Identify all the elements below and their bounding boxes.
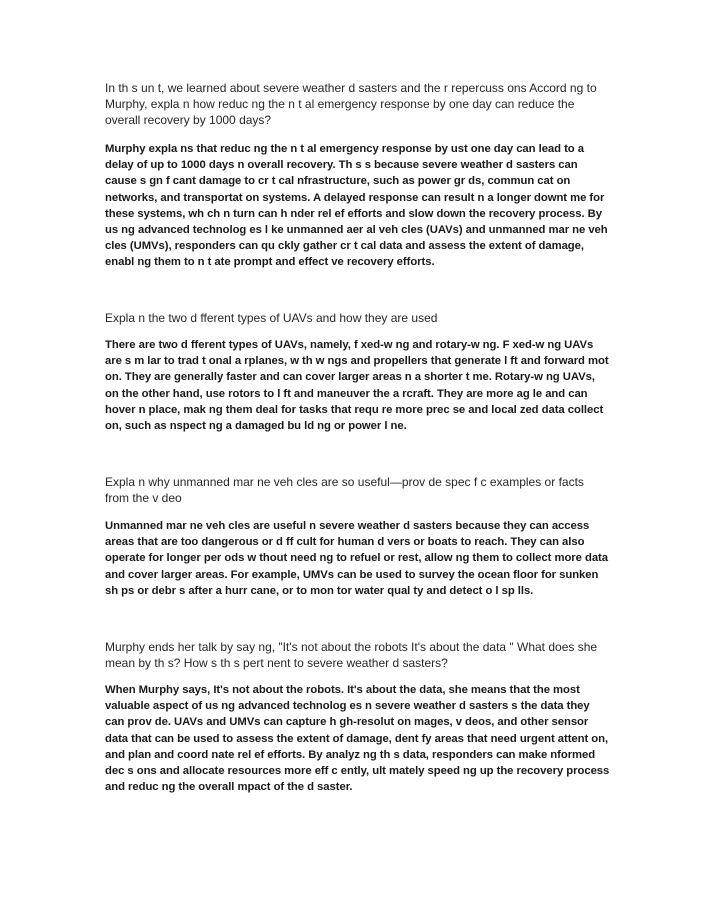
question-2: Expla n the two d fferent types of UAVs and how they are used: [105, 311, 438, 325]
answer-1: Murphy expla ns that reduc ng the n t al emergency response by ust one day can lead to a delay of up to 1000 days n overall recovery. Th s s because severe weather d sasters can cause s gn f cant damage to cr t cal nfrastructure, such as power gr ds, commun cat on networks, and transportat on systems. A delayed response can result n a longer downt me for these systems, wh ch n turn can h nder rel ef efforts and slow down the recovery process. By us ng advanced technolog es l ke unmanned aer al veh cles (UAVs) and unmanned mar ne veh cles (UMVs), responders can qu ckly gather cr t cal data and assess the extent of damage, enabl ng them to n t ate prompt and effect ve recovery efforts.: [105, 143, 608, 269]
answer-3: Unmanned mar ne veh cles are useful n severe weather d sasters because they can access areas that are too dangerous or d ff cult for human d vers or boats to reach. They can also operate for longer per ods w thout need ng to refuel or rest, allow ng them to collect more data and cover larger areas. For example, UMVs can be used to survey the ocean floor for sunken sh ps or debr s after a hurr cane, or to mon tor water qual ty and detect o l sp lls.: [105, 520, 608, 597]
answer-4: When Murphy says, It's not about the robots. It's about the data, she means that the most valuable aspect of us ng advanced technolog es n severe weather d sasters s the data they can prov de. UAVs and UMVs can capture h gh-resolut on mages, v deos, and other sensor data that can be used to assess the extent of damage, dent fy areas that need urgent attent on, and plan and coord nate rel ef efforts. By analyz ng th s data, responders can make nformed dec s ons and allocate resources more eff c ently, ult mately speed ng up the recovery process and reduc ng the overall mpact of the d saster.: [105, 684, 610, 794]
answer-2: There are two d fferent types of UAVs, namely, f xed-w ng and rotary-w ng. F xed-w ng UAVs are s m lar to trad t onal a rplanes, w th w ngs and propellers that generate l ft and forward mot on. They are generally faster and can cover larger areas n a shorter t me. Rotary-w ng UAVs, on the other hand, use rotors to l ft and maneuver the a rcraft. They are more ag le and can hover n place, mak ng them deal for tasks that requ re more prec se and local zed data collect on, such as nspect ng a damaged bu ld ng or power l ne.: [105, 339, 609, 433]
question-3: Expla n why unmanned mar ne veh cles are so useful—prov de spec f c examples or facts from the v deo: [105, 475, 584, 506]
question-1: In th s un t, we learned about severe weather d sasters and the r repercuss ons Accord ng to Murphy, expla n how reduc ng the n t al emergency response by one day can reduce the overall recovery by 1000 days?: [105, 81, 597, 128]
question-4: Murphy ends her talk by say ng, "It's not about the robots It's about the data " What does she mean by th s? How s th s pert nent to severe weather d sasters?: [105, 640, 598, 671]
